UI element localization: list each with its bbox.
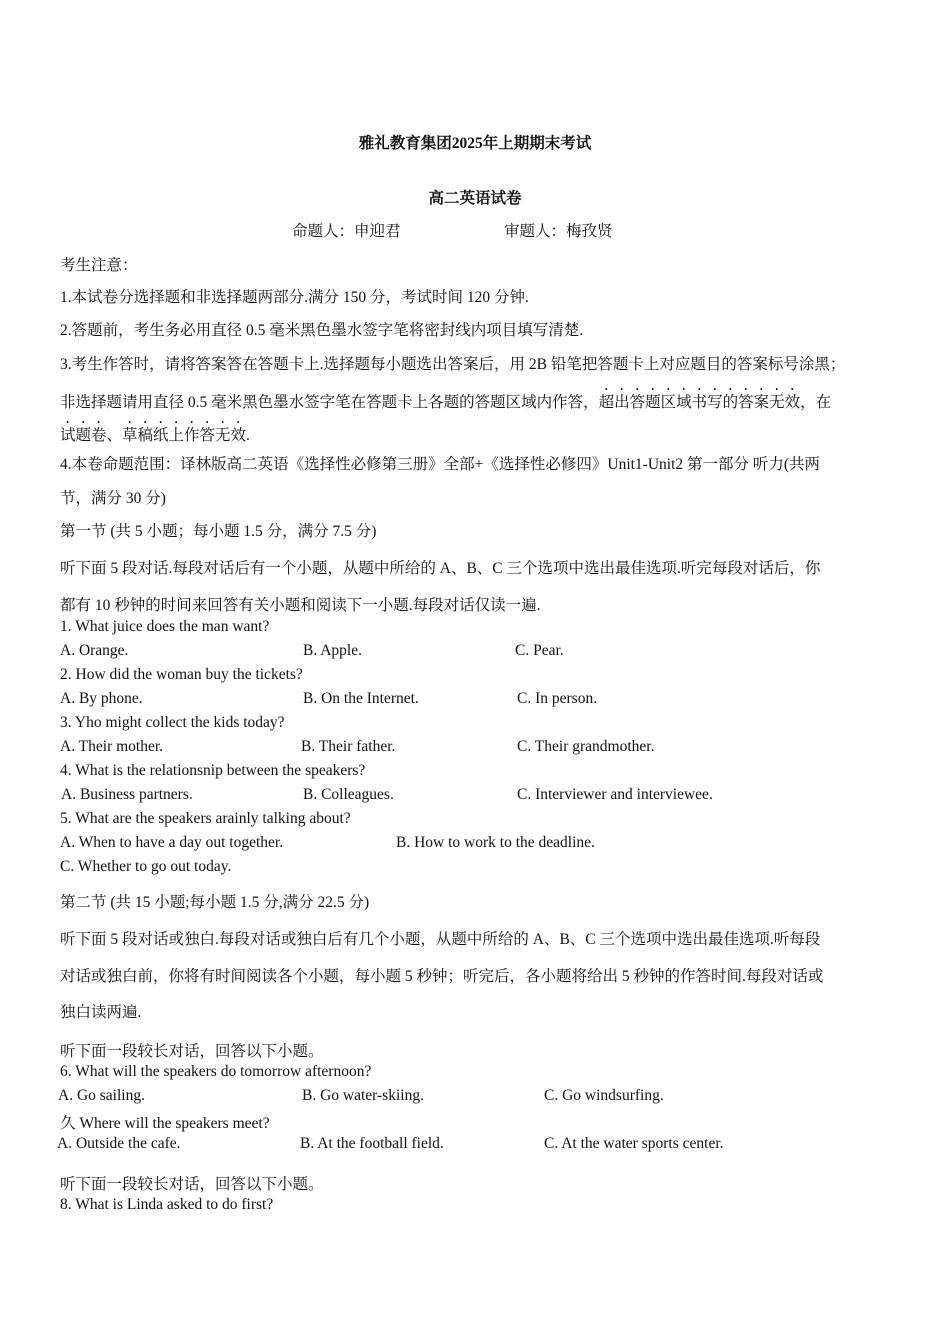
section2-instruction: 独白读两遍. (60, 1004, 142, 1021)
option-3c: C. Their grandmother. (517, 738, 655, 755)
notice-text: 、 (106, 427, 123, 444)
option-3a: A. Their mother. (60, 738, 164, 755)
exam-subtitle: 高二英语试卷 (428, 190, 522, 207)
notice-item-3-line2 (60, 385, 831, 412)
setter: 命题人：申迎君 (292, 223, 401, 240)
question-1: 1. What juice does the man want? (60, 618, 270, 635)
option-7a: A. Outside the cafe. (57, 1135, 181, 1152)
notice-text: . (246, 427, 250, 444)
notice-text: 非选择题请用直径 0.5 毫米黑色墨水签字笔在答题卡上各题的答题区域内作答， (60, 394, 599, 411)
question-4: 4. What is the relationsnip between the speakers? (60, 762, 366, 779)
option-6a: A. Go sailing. (58, 1087, 145, 1104)
reviewer: 审题人：梅孜贤 (504, 223, 613, 240)
notice-item-4-line2: 节，满分 30 分) (60, 490, 166, 507)
option-4a: A. Business partners. (61, 786, 193, 803)
option-2a: A. By phone. (60, 690, 143, 707)
option-1c: C. Pear. (515, 642, 564, 659)
section1-heading: 第一节 (共 5 小题；每小题 1.5 分，满分 7.5 分) (60, 523, 377, 540)
section2-instruction: 听下面 5 段对话或独白.每段对话或独白后有几个小题，从题中所给的 A、B、C 三个选项中选出最佳选项.听每段 (60, 931, 821, 948)
emphasis-text: 试题卷 (60, 427, 107, 444)
notice-item-3-line1: 3.考生作答时，请将答案答在答题卡上.选择题每小题选出答案后，用 2B 铅笔把答题卡上对应题目的答案标号涂黑； (60, 356, 846, 373)
notice-item-1: 1.本试卷分选择题和非选择题两部分.满分 150 分，考试时间 120 分钟. (60, 289, 529, 306)
option-3b: B. Their father. (301, 738, 396, 755)
option-6b: B. Go water-skiing. (302, 1087, 424, 1104)
section1-instruction: 都有 10 秒钟的时间来回答有关小题和阅读下一小题.每段对话仅读一遍. (60, 597, 541, 614)
lead-text: 听下面一段较长对话，回答以下小题。 (60, 1043, 324, 1060)
notice-item-4-line1: 4.本卷命题范围：译林版高二英语《选择性必修第三册》全部+《选择性必修四》Unit1-Unit2 第一部分 听力(共两 (60, 456, 821, 473)
option-6c: C. Go windsurfing. (544, 1087, 664, 1104)
option-1a: A. Orange. (60, 642, 129, 659)
notice-item-2: 2.答题前，考生务必用直径 0.5 毫米黑色墨水签字笔将密封线内项目填写清楚. (60, 322, 584, 339)
option-7b: B. At the football field. (300, 1135, 444, 1152)
question-7: 久 Where will the speakers meet? (60, 1115, 270, 1132)
question-2: 2. How did the woman buy the tickets? (60, 666, 303, 683)
section2-heading: 第二节 (共 15 小题;每小题 1.5 分,满分 22.5 分) (60, 894, 370, 911)
notice-text: ，在 (800, 394, 832, 411)
option-2c: C. In person. (517, 690, 598, 707)
section1-instruction: 听下面 5 段对话.每段对话后有一个小题，从题中所给的 A、B、C 三个选项中选出最佳选项.听完每段对话后，你 (60, 560, 821, 577)
option-2b: B. On the Internet. (303, 690, 419, 707)
question-6: 6. What will the speakers do tomorrow afternoon? (60, 1063, 372, 1080)
option-4c: C. Interviewer and interviewee. (517, 786, 713, 803)
option-5c: C. Whether to go out today. (60, 858, 232, 875)
notice-item-3-line3 (60, 418, 250, 445)
lead-text: 听下面一段较长对话，回答以下小题。 (60, 1176, 324, 1193)
exam-title: 雅礼教育集团2025年上期期末考试 (358, 135, 592, 152)
question-3: 3. Yho might collect the kids today? (60, 714, 285, 731)
option-7c: C. At the water sports center. (544, 1135, 724, 1152)
emphasis-text: 草稿纸上作答无效 (122, 427, 247, 444)
option-1b: B. Apple. (303, 642, 362, 659)
section2-instruction: 对话或独白前，你将有时间阅读各个小题，每小题 5 秒钟；听完后，各小题将给出 5 秒钟的作答时间.每段对话或 (60, 968, 824, 985)
option-4b: B. Colleagues. (303, 786, 394, 803)
question-8: 8. What is Linda asked to do first? (60, 1196, 274, 1213)
question-5: 5. What are the speakers arainly talking about? (60, 810, 351, 827)
option-5b: B. How to work to the deadline. (396, 834, 595, 851)
notice-heading: 考生注意： (60, 257, 138, 274)
emphasis-text: 超出答题区域书写的答案无效 (598, 394, 801, 411)
option-5a: A. When to have a day out together. (60, 834, 284, 851)
